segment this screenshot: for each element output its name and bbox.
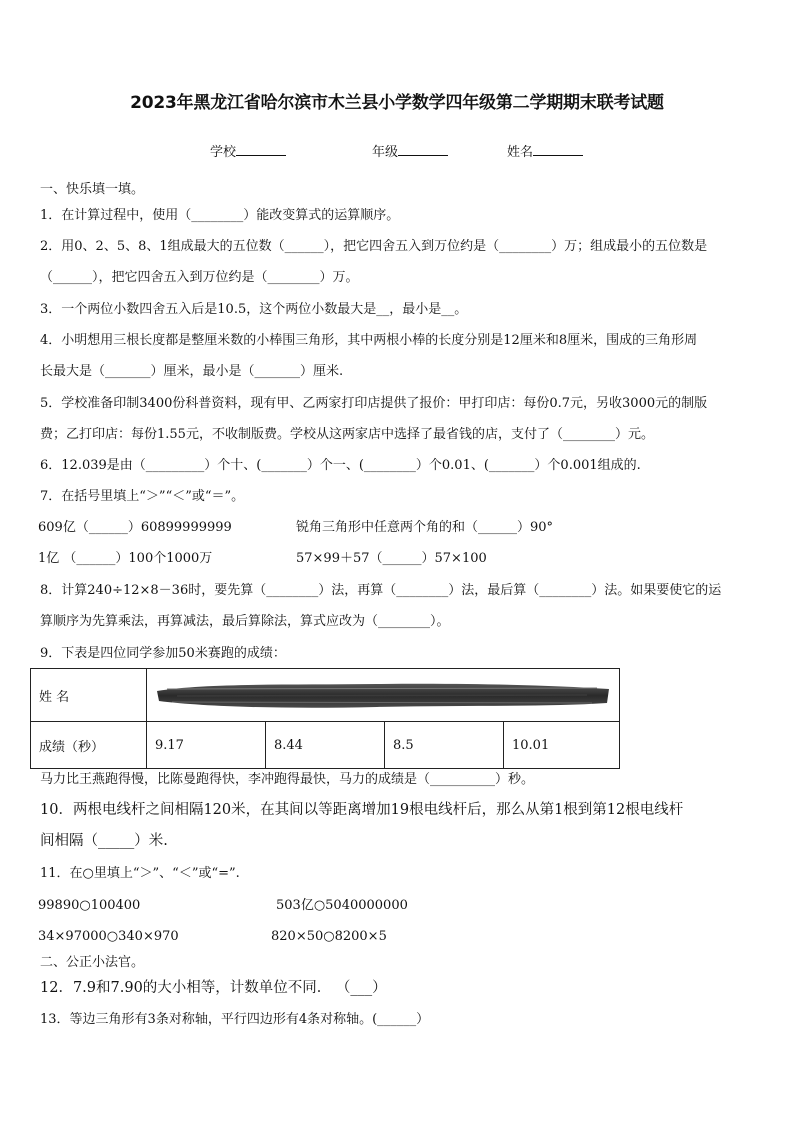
section-heading-2: 二、公正小法官。	[40, 955, 145, 970]
question-8-line-1: 8．计算240÷12×8－36时，要先算（________）法，再算（________）法，最后算（________）法。如果要使它的运	[40, 583, 722, 598]
section-heading-1: 一、快乐填一填。	[40, 182, 145, 197]
table-row	[31, 722, 620, 769]
question-7-item-4: 57×99＋57（______）57×100	[296, 551, 487, 566]
question-1: 1．在计算过程中，使用（________）能改变算式的运算顺序。	[40, 208, 400, 223]
question-2-line-1: 2．用0、2、5、8、1组成最大的五位数（______），把它四舍五入到万位约是（________）万；组成最小的五位数是	[40, 239, 708, 254]
question-6: 6．12.039是由（_________）个十、(_______）个一、(________）个0.01、(_______）个0.001组成的.	[40, 458, 641, 473]
redacted-names-cell	[147, 669, 620, 722]
question-11-item-2: 503亿○5040000000	[276, 898, 408, 913]
question-10-line-2: 间相隔（_____）米.	[40, 833, 168, 849]
score-cell: 8.5	[385, 722, 504, 769]
question-11-item-4: 820×50○8200×5	[271, 929, 387, 944]
question-3: 3．一个两位小数四舍五入后是10.5，这个两位小数最大是__，最小是__。	[40, 302, 468, 317]
question-2-line-2: （______），把它四舍五入到万位约是（________）万。	[40, 270, 359, 285]
names-header-cell: 姓 名	[31, 669, 147, 722]
question-12: 12．7.9和7.90的大小相等，计数单位不同． （___）	[40, 980, 387, 996]
name-field	[507, 141, 583, 160]
school-blank[interactable]	[236, 142, 286, 156]
score-cell: 8.44	[266, 722, 385, 769]
school-label: 学校	[210, 145, 237, 160]
school-field	[210, 141, 286, 160]
grade-blank[interactable]	[398, 142, 448, 156]
name-label: 姓名	[507, 145, 534, 160]
question-11: 11．在○里填上“＞”、“＜”或“=”.	[40, 866, 240, 881]
question-10-line-1: 10．两根电线杆之间相隔120米，在其间以等距离增加19根电线杆后，那么从第1根到第12根电线杆	[40, 802, 684, 818]
score-cell: 9.17	[147, 722, 266, 769]
page-title: 2023年黑龙江省哈尔滨市木兰县小学数学四年级第二学期期末联考试题	[130, 93, 664, 113]
question-7: 7．在括号里填上“＞”“＜”或“＝”。	[40, 489, 245, 504]
grade-label: 年级	[372, 145, 399, 160]
score-cell: 10.01	[504, 722, 620, 769]
table-row	[31, 669, 620, 722]
question-4-line-2: 长最大是（_______）厘米，最小是（_______）厘米.	[40, 364, 344, 379]
name-blank[interactable]	[533, 142, 583, 156]
question-9-follow-up: 马力比王燕跑得慢，比陈曼跑得快，李冲跑得最快，马力的成绩是（__________）秒。	[40, 772, 535, 787]
score-header-cell: 成绩（秒）	[31, 722, 147, 769]
question-9: 9．下表是四位同学参加50米赛跑的成绩：	[40, 646, 286, 661]
question-7-item-2: 锐角三角形中任意两个角的和（______）90°	[296, 520, 554, 535]
question-13: 13．等边三角形有3条对称轴，平行四边形有4条对称轴。(______）	[40, 1012, 430, 1027]
question-5-line-2: 费；乙打印店：每份1.55元，不收制版费。学校从这两家店中选择了最省钱的店，支付了（________）元。	[40, 427, 654, 442]
question-8-line-2: 算顺序为先算乘法，再算减法，最后算除法，算式应改为（________）。	[40, 614, 450, 629]
race-results-table	[30, 668, 620, 769]
question-4-line-1: 4．小明想用三根长度都是整厘米数的小棒围三角形，其中两根小棒的长度分别是12厘米和8厘米，围成的三角形周	[40, 333, 698, 348]
question-7-item-3: 1亿 （______）100个1000万	[38, 551, 213, 566]
question-7-item-1: 609亿（______）60899999999	[38, 520, 232, 535]
redaction-mark	[147, 669, 619, 721]
question-11-item-3: 34×97000○340×970	[38, 929, 179, 944]
question-5-line-1: 5．学校准备印制3400份科普资料，现有甲、乙两家打印店提供了报价：甲打印店：每份0.7元，另收3000元的制版	[40, 396, 708, 411]
question-11-item-1: 99890○100400	[38, 898, 141, 913]
grade-field	[372, 141, 448, 160]
